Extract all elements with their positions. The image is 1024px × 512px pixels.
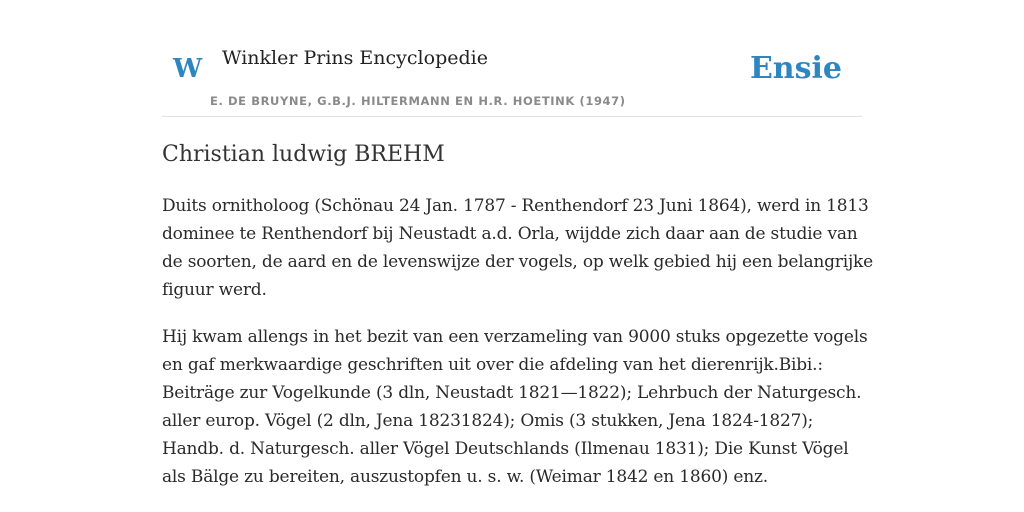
article-card (162, 0, 874, 487)
paragraph-line: dominee te Renthendorf bij Neustadt a.d. Orla, wijdde zich daar aan de studie van (162, 224, 858, 244)
paragraph-line: Handb. d. Naturgesch. aller Vögel Deutschlands (Ilmenau 1831); Die Kunst Vögel (162, 439, 849, 459)
paragraph-line: Hij kwam allengs in het bezit van een verzameling van 9000 stuks opgezette vogels (162, 327, 868, 347)
article-paragraph (162, 323, 868, 491)
paragraph-line: figuur werd. (162, 280, 267, 300)
article-title: Christian ludwig BREHM (162, 142, 445, 167)
ensie-brand-logo[interactable]: Ensie (749, 51, 842, 86)
paragraph-line: als Bälge zu bereiten, auszustopfen u. s. w. (Weimar 1842 en 1860) enz. (162, 467, 768, 487)
publication-header (162, 0, 862, 117)
paragraph-line: Beiträge zur Vogelkunde (3 dln, Neustadt 1821—1822); Lehrbuch der Naturgesch. (162, 383, 862, 403)
winkler-prins-logo[interactable]: W (173, 54, 203, 84)
paragraph-line: Duits ornitholoog (Schönau 24 Jan. 1787 - Renthendorf 23 Juni 1864), werd in 1813 (162, 196, 869, 216)
paragraph-line: aller europ. Vögel (2 dln, Jena 18231824); Omis (3 stukken, Jena 1824-1827); (162, 411, 814, 431)
paragraph-line: de soorten, de aard en de levenswijze der vogels, op welk gebied hij een belangrijke (162, 252, 874, 272)
publication-authors: E. DE BRUYNE, G.B.J. HILTERMANN EN H.R. HOETINK (1947) (210, 94, 626, 108)
paragraph-line: en gaf merkwaardige geschriften uit over die afdeling van het dierenrijk.Bibi.: (162, 355, 823, 375)
publication-title[interactable]: Winkler Prins Encyclopedie (222, 47, 488, 69)
article-paragraph (162, 192, 874, 304)
